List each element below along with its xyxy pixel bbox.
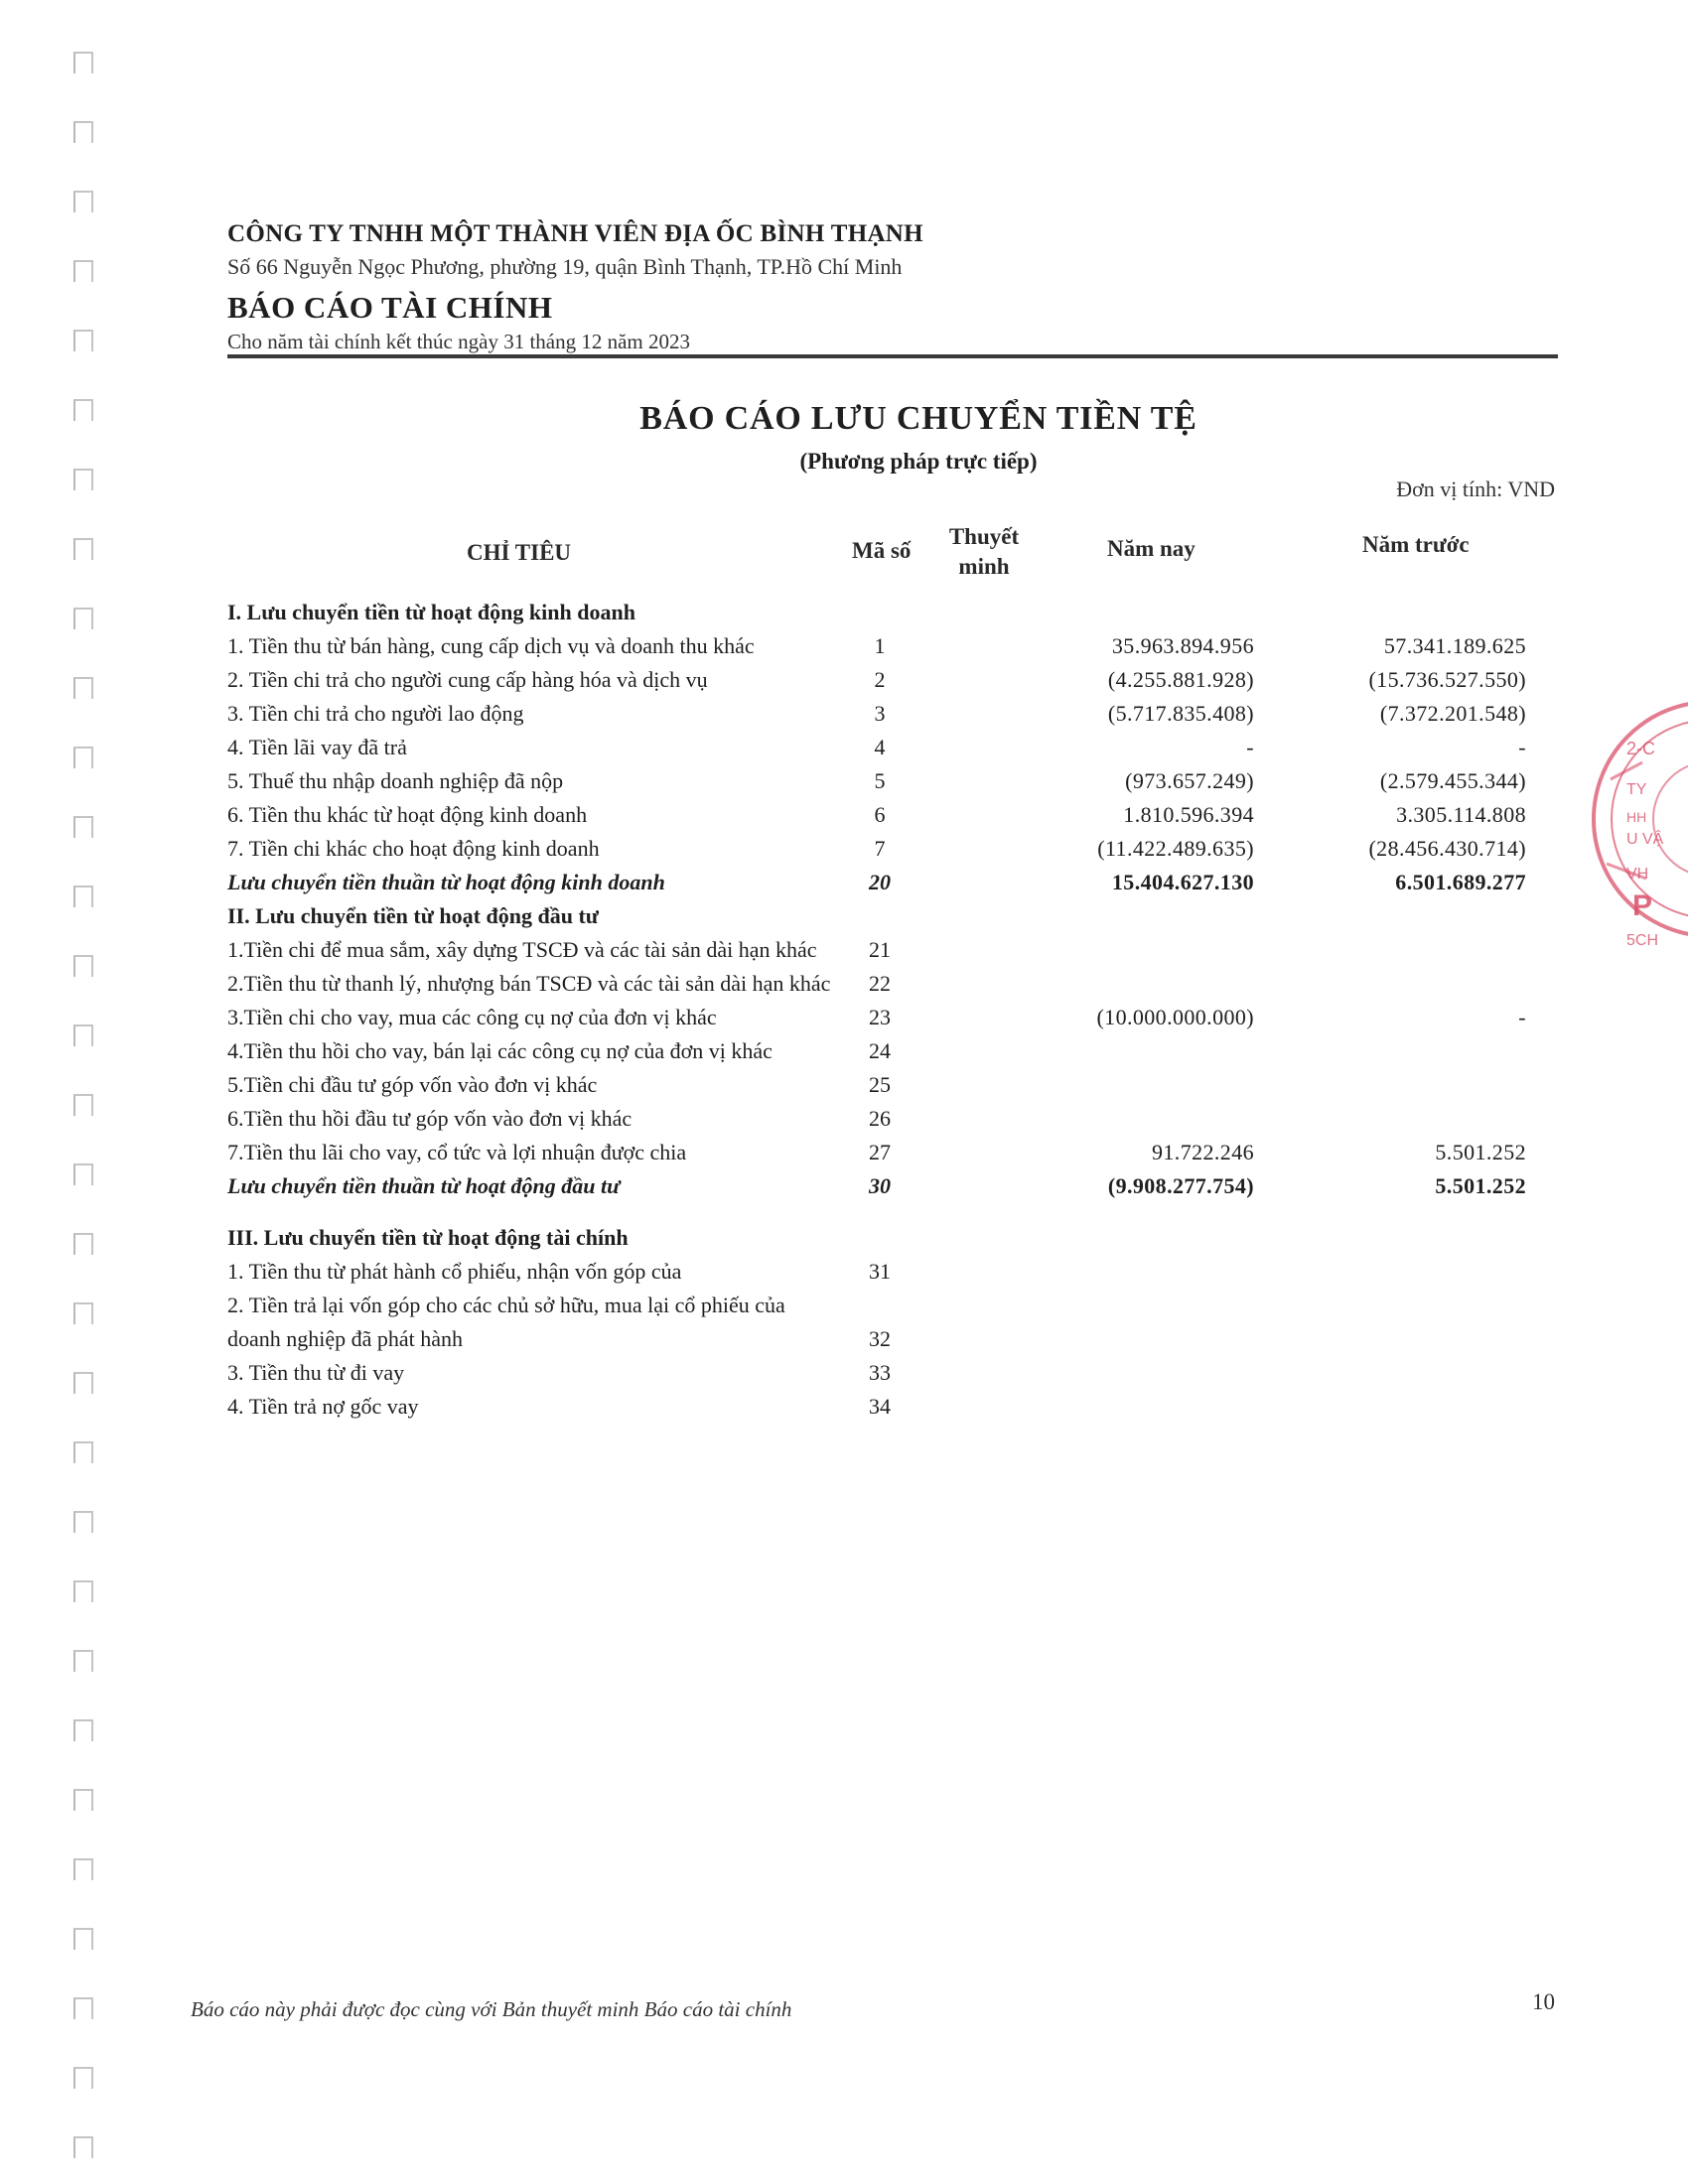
row-prior-year-value: - [1518, 1005, 1526, 1029]
binding-mark [73, 608, 93, 629]
row-label: 2. Tiền trả lại vốn góp cho các chủ sở hữu, mua lại cổ phiếu của doanh nghiệp đã phát hành [227, 1293, 785, 1351]
row-current-year-value: 1.810.596.394 [1123, 802, 1254, 827]
row-label: 7. Tiền chi khác cho hoạt động kinh doanh [227, 836, 600, 861]
table-row [227, 1001, 1558, 1034]
row-code: 33 [869, 1360, 891, 1385]
binding-edge [64, 40, 107, 2164]
binding-mark [73, 538, 93, 560]
table-row [227, 933, 1558, 967]
row-current-year-value: 91.722.246 [1152, 1140, 1254, 1164]
row-label: 3. Tiền chi trả cho người lao động [227, 701, 524, 726]
table-row [227, 1136, 1558, 1169]
row-current-year-value: (973.657.249) [1125, 768, 1254, 793]
binding-mark [73, 121, 93, 143]
table-row [227, 1034, 1558, 1068]
cash-flow-table [227, 596, 1558, 1424]
row-code: 30 [869, 1173, 891, 1198]
column-header-code: Mã số [852, 538, 912, 563]
table-row [227, 1255, 1558, 1289]
statement-subtitle: (Phương pháp trực tiếp) [799, 449, 1038, 474]
binding-mark [73, 955, 93, 977]
binding-mark [73, 886, 93, 907]
row-prior-year-value: (2.579.455.344) [1379, 768, 1526, 793]
row-code: 2 [874, 667, 886, 692]
row-label: 2. Tiền chi trả cho người cung cấp hàng hóa và dịch vụ [227, 667, 708, 692]
binding-mark [73, 1441, 93, 1463]
row-code: 32 [869, 1326, 891, 1351]
column-header-prior-year: Năm trước [1362, 532, 1470, 557]
binding-mark [73, 1858, 93, 1880]
row-label: I. Lưu chuyển tiền từ hoạt động kinh doanh [227, 600, 635, 624]
row-prior-year-value: 6.501.689.277 [1395, 870, 1526, 894]
subtotal-row [227, 866, 1558, 899]
binding-mark [73, 1302, 93, 1324]
svg-text:5CH: 5CH [1626, 932, 1659, 949]
row-code: 24 [869, 1038, 891, 1063]
table-row [227, 832, 1558, 866]
binding-mark [73, 1163, 93, 1185]
binding-mark [73, 191, 93, 212]
currency-unit: Đơn vị tính: VND [1396, 477, 1555, 501]
row-label: 2.Tiền thu từ thanh lý, nhượng bán TSCĐ và các tài sản dài hạn khác [227, 971, 831, 996]
row-label: 4. Tiền lãi vay đã trả [227, 735, 407, 759]
row-label: 3.Tiền chi cho vay, mua các công cụ nợ của đơn vị khác [227, 1005, 717, 1029]
row-label: 1.Tiền chi để mua sắm, xây dựng TSCĐ và các tài sản dài hạn khác [227, 937, 817, 962]
row-prior-year-value: - [1518, 735, 1526, 759]
row-label: 7.Tiền thu lãi cho vay, cổ tức và lợi nhuận được chia [227, 1140, 687, 1164]
binding-mark [73, 1719, 93, 1741]
row-code: 5 [874, 768, 886, 793]
row-prior-year-value: 5.501.252 [1435, 1173, 1526, 1198]
row-code: 34 [869, 1394, 891, 1419]
row-current-year-value: 15.404.627.130 [1111, 870, 1254, 894]
row-prior-year-value: 3.305.114.808 [1396, 802, 1526, 827]
table-row [227, 1356, 1558, 1390]
company-name: CÔNG TY TNHH MỘT THÀNH VIÊN ĐỊA ỐC BÌNH THẠNH [227, 220, 923, 247]
binding-mark [73, 1233, 93, 1255]
subtotal-row [227, 1169, 1558, 1203]
table-row [227, 1068, 1558, 1102]
document-header [227, 220, 1558, 354]
row-current-year-value: (10.000.000.000) [1096, 1005, 1254, 1029]
row-code: 23 [869, 1005, 891, 1029]
row-label: II. Lưu chuyển tiền từ hoạt động đầu tư [227, 903, 599, 928]
company-address: Số 66 Nguyễn Ngọc Phương, phường 19, quận Bình Thạnh, TP.Hồ Chí Minh [227, 254, 903, 279]
row-code: 21 [869, 937, 891, 962]
row-code: 3 [874, 701, 886, 726]
binding-mark [73, 52, 93, 73]
svg-text:TY: TY [1626, 781, 1647, 798]
row-prior-year-value: (7.372.201.548) [1379, 701, 1526, 726]
binding-mark [73, 1580, 93, 1602]
binding-mark [73, 2136, 93, 2158]
row-prior-year-value: (15.736.527.550) [1368, 667, 1526, 692]
section-heading-row [227, 899, 1558, 933]
table-row [227, 629, 1558, 663]
footer-note: Báo cáo này phải được đọc cùng với Bản thuyết minh Báo cáo tài chính [191, 1997, 792, 2021]
table-row [227, 764, 1558, 798]
row-current-year-value: (4.255.881.928) [1107, 667, 1254, 692]
row-code: 1 [874, 633, 886, 658]
row-prior-year-value: (28.456.430.714) [1368, 836, 1526, 861]
binding-mark [73, 1511, 93, 1533]
row-current-year-value: (5.717.835.408) [1107, 701, 1254, 726]
binding-mark [73, 1928, 93, 1950]
binding-mark [73, 1997, 93, 2019]
table-row [227, 1289, 1558, 1356]
column-header-note: Thuyết minh [948, 524, 1020, 579]
table-row [227, 731, 1558, 764]
binding-mark [73, 260, 93, 282]
row-current-year-value: (9.908.277.754) [1107, 1173, 1254, 1198]
binding-mark [73, 1372, 93, 1394]
binding-mark [73, 816, 93, 838]
table-row [227, 967, 1558, 1001]
svg-text:U VẬ: U VẬ [1626, 831, 1664, 848]
row-code: 7 [874, 836, 886, 861]
row-current-year-value: 35.963.894.956 [1111, 633, 1254, 658]
svg-text:VH: VH [1626, 866, 1649, 883]
report-title: BÁO CÁO TÀI CHÍNH [227, 290, 553, 325]
binding-mark [73, 1024, 93, 1046]
row-label: 5.Tiền chi đầu tư góp vốn vào đơn vị khác [227, 1072, 598, 1097]
row-prior-year-value: 5.501.252 [1435, 1140, 1526, 1164]
page-number: 10 [1532, 1989, 1555, 2014]
company-seal-stamp [1587, 675, 1688, 963]
row-label: 4.Tiền thu hồi cho vay, bán lại các công cụ nợ của đơn vị khác [227, 1038, 773, 1063]
section-heading-row [227, 596, 1558, 629]
row-code: 6 [874, 802, 886, 827]
svg-text:HH: HH [1626, 809, 1647, 825]
table-row [227, 1390, 1558, 1424]
table-row [227, 798, 1558, 832]
column-header-item: CHỈ TIÊU [467, 540, 572, 565]
table-row [227, 663, 1558, 697]
row-label: 1. Tiền thu từ phát hành cổ phiếu, nhận vốn góp của [227, 1259, 682, 1284]
row-code: 20 [869, 870, 891, 894]
statement-title: BÁO CÁO LƯU CHUYỂN TIỀN TỆ [639, 400, 1197, 437]
table-row [227, 697, 1558, 731]
binding-mark [73, 1094, 93, 1116]
row-code: 27 [869, 1140, 891, 1164]
table-row [227, 1102, 1558, 1136]
row-label: 3. Tiền thu từ đi vay [227, 1360, 405, 1385]
row-label: 1. Tiền thu từ bán hàng, cung cấp dịch vụ và doanh thu khác [227, 633, 755, 658]
binding-mark [73, 330, 93, 351]
row-label: III. Lưu chuyển tiền từ hoạt động tài chính [227, 1225, 629, 1250]
column-header-current-year: Năm nay [1107, 536, 1196, 561]
row-label: 6. Tiền thu khác từ hoạt động kinh doanh [227, 802, 588, 827]
row-code: 25 [869, 1072, 891, 1097]
row-code: 26 [869, 1106, 891, 1131]
report-period: Cho năm tài chính kết thúc ngày 31 tháng 12 năm 2023 [227, 330, 690, 353]
row-label: 5. Thuế thu nhập doanh nghiệp đã nộp [227, 768, 564, 793]
row-label: 6.Tiền thu hồi đầu tư góp vốn vào đơn vị khác [227, 1106, 633, 1131]
row-current-year-value: (11.422.489.635) [1097, 836, 1254, 861]
row-prior-year-value: 57.341.189.625 [1383, 633, 1526, 658]
row-code: 31 [869, 1259, 891, 1284]
binding-mark [73, 677, 93, 699]
svg-text:2-C: 2-C [1626, 739, 1656, 758]
row-code: 22 [869, 971, 891, 996]
svg-text:P: P [1632, 889, 1653, 922]
binding-mark [73, 2067, 93, 2089]
header-rule [227, 354, 1558, 358]
row-current-year-value: - [1246, 735, 1254, 759]
binding-mark [73, 1650, 93, 1672]
row-code: 4 [874, 735, 886, 759]
row-label: Lưu chuyển tiền thuần từ hoạt động kinh doanh [227, 870, 665, 894]
section-heading-row [227, 1221, 1558, 1255]
row-label: Lưu chuyển tiền thuần từ hoạt động đầu tư [227, 1173, 621, 1198]
row-label: 4. Tiền trả nợ gốc vay [227, 1394, 419, 1419]
binding-mark [73, 747, 93, 768]
binding-mark [73, 1789, 93, 1811]
